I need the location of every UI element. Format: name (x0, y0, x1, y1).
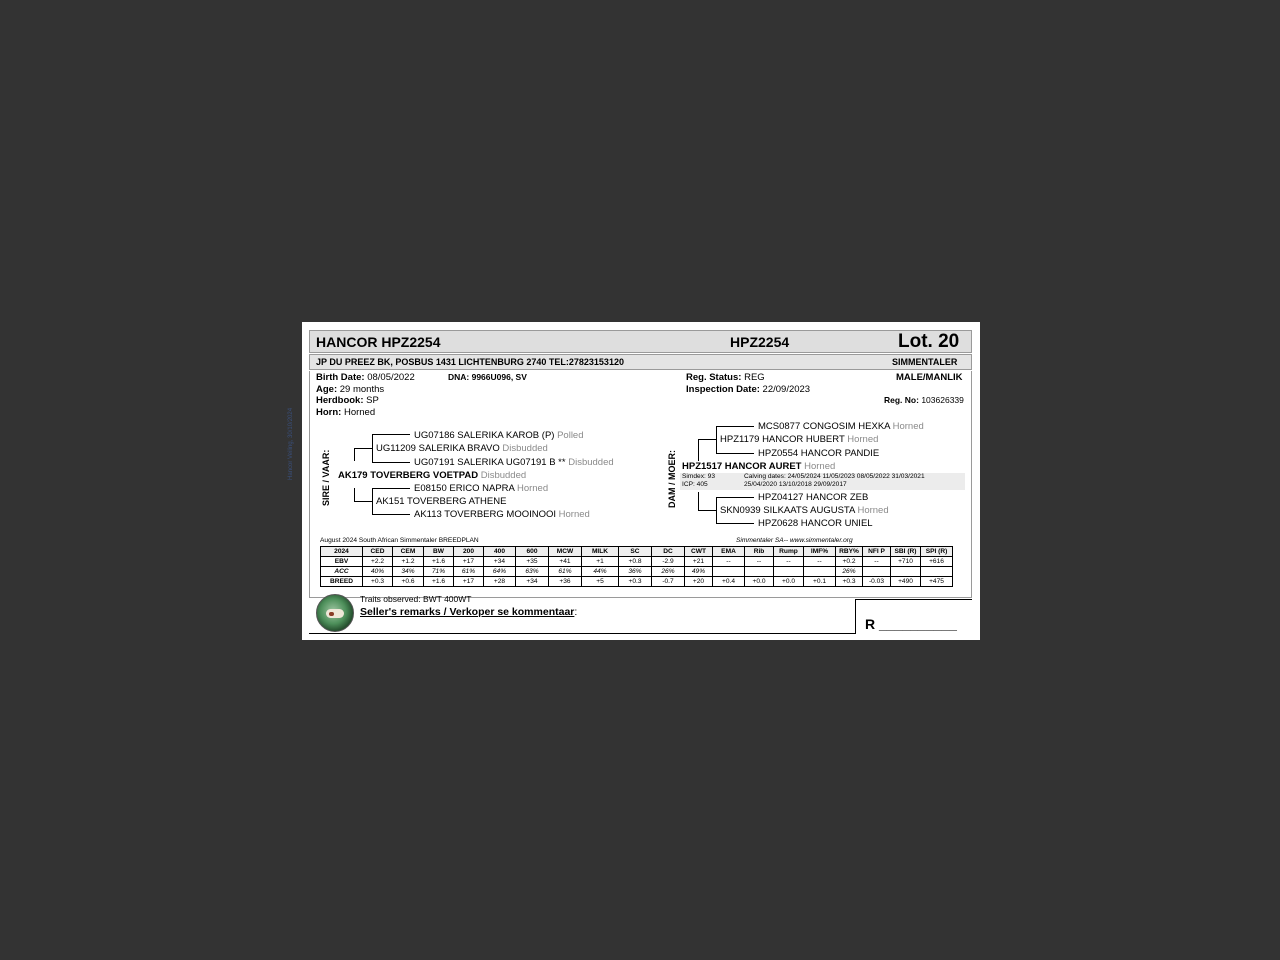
sire-sire-dam: UG07191 SALERIKA UG07191 B ** Disbudded (414, 457, 614, 468)
ebv-cell: 36% (619, 567, 652, 577)
ebv-column-header: 600 (516, 547, 549, 557)
ebv-cell: 63% (516, 567, 549, 577)
ebv-cell (891, 567, 921, 577)
ebv-column-header: SC (619, 547, 652, 557)
ebv-cell: +710 (891, 557, 921, 567)
ebv-cell: 49% (685, 567, 713, 577)
lot-card (302, 322, 980, 640)
ebv-cell: +36 (549, 577, 582, 587)
sire-dam: AK151 TOVERBERG ATHENE (376, 496, 507, 507)
ebv-cell (745, 567, 774, 577)
ebv-cell: +1 (582, 557, 619, 567)
breedplan-website: Simmentaler SA-- www.simmentaler.org (736, 537, 853, 544)
ebv-cell: +5 (582, 577, 619, 587)
owner-line: JP DU PREEZ BK, POSBUS 1431 LICHTENBURG 2740 TEL:27823153120 (316, 357, 624, 367)
ebv-column-header: CWT (685, 547, 713, 557)
ebv-cell: +475 (921, 577, 953, 587)
ebv-cell: -- (863, 557, 891, 567)
birth-date: Birth Date: 08/05/2022 (316, 372, 415, 383)
ebv-cell: +0.2 (836, 557, 863, 567)
ebv-column-header: CEM (393, 547, 424, 557)
dna: DNA: 9966U096, SV (448, 372, 527, 382)
sire-side-label: SIRE / VAAR: (321, 449, 331, 506)
ebv-column-header: BW (424, 547, 454, 557)
ebv-column-header: 2024 (321, 547, 363, 557)
ebv-cell: 34% (393, 567, 424, 577)
ebv-table (320, 546, 953, 587)
dam-dam-sire: HPZ04127 HANCOR ZEB (758, 492, 869, 503)
ebv-column-header: EMA (713, 547, 745, 557)
sellers-remarks-label: Seller's remarks / Verkoper se kommentaar: (360, 606, 578, 618)
ebv-cell: +20 (685, 577, 713, 587)
ebv-column-header: 200 (454, 547, 484, 557)
ebv-header-row (321, 547, 953, 557)
ebv-column-header: MILK (582, 547, 619, 557)
sire-sire: UG11209 SALERIKA BRAVO Disbudded (376, 443, 548, 454)
ebv-cell: EBV (321, 557, 363, 567)
dam-sire: HPZ1179 HANCOR HUBERT Horned (720, 434, 879, 445)
ebv-cell: +490 (891, 577, 921, 587)
sire-sire-sire: UG07186 SALERIKA KAROB (P) Polled (414, 430, 584, 441)
ebv-cell: +41 (549, 557, 582, 567)
ebv-cell: +21 (685, 557, 713, 567)
ebv-cell: +34 (516, 577, 549, 587)
ebv-cell: -- (804, 557, 836, 567)
ebv-cell: 26% (652, 567, 685, 577)
ebv-cell: +0.0 (745, 577, 774, 587)
ebv-cell: +35 (516, 557, 549, 567)
ebv-cell: +1.2 (393, 557, 424, 567)
ebv-column-header: SBI (R) (891, 547, 921, 557)
side-note: Hancor Veiling, 30/10/2024 (288, 407, 294, 480)
ebv-cell (921, 567, 953, 577)
simdex: Simdex: 93 (682, 473, 715, 480)
ebv-cell: +28 (484, 577, 516, 587)
ebv-column-header: SPI (R) (921, 547, 953, 557)
ebv-cell: -- (713, 557, 745, 567)
ebv-cell: -- (745, 557, 774, 567)
breed: SIMMENTALER (892, 357, 958, 367)
sire: AK179 TOVERBERG VOETPAD Disbudded (338, 470, 527, 481)
ebv-column-header: MCW (549, 547, 582, 557)
calving-dates-2: 25/04/2020 13/10/2018 29/09/2017 (744, 481, 847, 488)
dam-sire-sire: MCS0877 CONGOSIM HEXKA Horned (758, 421, 924, 432)
herdbook: Herdbook: SP (316, 395, 379, 406)
price-field[interactable]: R __________ (865, 616, 957, 632)
sex: MALE/MANLIK (896, 372, 963, 383)
ebv-row-ebv (321, 557, 953, 567)
ebv-column-header: IMF% (804, 547, 836, 557)
ebv-cell: +616 (921, 557, 953, 567)
ebv-column-header: NFI P (863, 547, 891, 557)
ebv-cell: +0.3 (619, 577, 652, 587)
inspection-date: Inspection Date: 22/09/2023 (686, 384, 811, 395)
ebv-cell: 61% (454, 567, 484, 577)
icp: ICP: 405 (682, 481, 708, 488)
ebv-cell: -2.9 (652, 557, 685, 567)
lot-number: Lot. 20 (898, 331, 960, 352)
ebv-cell: +2.2 (363, 557, 393, 567)
ebv-cell (863, 567, 891, 577)
dam-dam-dam: HPZ0628 HANCOR UNIEL (758, 518, 873, 529)
ebv-cell: BREED (321, 577, 363, 587)
sire-dam-sire: E08150 ERICO NAPRA Horned (414, 483, 549, 494)
dam-sire-dam: HPZ0554 HANCOR PANDIE (758, 448, 880, 459)
ebv-cell: +0.8 (619, 557, 652, 567)
ebv-cell: +34 (484, 557, 516, 567)
ebv-cell (804, 567, 836, 577)
reg-status: Reg. Status: REG (686, 372, 765, 383)
ebv-cell (713, 567, 745, 577)
ebv-cell: 61% (549, 567, 582, 577)
animal-name: HANCOR HPZ2254 (316, 334, 441, 350)
animal-id: HPZ2254 (730, 334, 790, 350)
dam: HPZ1517 HANCOR AURET Horned (682, 461, 836, 472)
horn: Horn: Horned (316, 407, 376, 418)
ebv-cell: +0.0 (774, 577, 804, 587)
breedplan-source: August 2024 South African Simmentaler BREEDPLAN (320, 537, 479, 544)
ebv-cell: +0.6 (393, 577, 424, 587)
ebv-cell: 64% (484, 567, 516, 577)
ebv-cell: +1.6 (424, 557, 454, 567)
ebv-cell: +0.3 (836, 577, 863, 587)
traits-observed: Traits observed: BWT 400WT (360, 594, 472, 604)
ebv-cell: +0.1 (804, 577, 836, 587)
ebv-cell: +0.4 (713, 577, 745, 587)
ebv-cell: 40% (363, 567, 393, 577)
ebv-cell: 71% (424, 567, 454, 577)
ebv-cell: ACC (321, 567, 363, 577)
ebv-column-header: CED (363, 547, 393, 557)
ebv-cell: -- (774, 557, 804, 567)
reg-no: Reg. No: 103626339 (884, 395, 964, 405)
age: Age: 29 months (316, 384, 385, 395)
ebv-cell (774, 567, 804, 577)
ebv-cell: +1.6 (424, 577, 454, 587)
ebv-column-header: Rump (774, 547, 804, 557)
ebv-row-breed (321, 577, 953, 587)
dam-side-label: DAM / MOER: (667, 450, 677, 508)
breed-logo-icon (316, 594, 354, 632)
ebv-row-acc (321, 567, 953, 577)
ebv-cell: +0.3 (363, 577, 393, 587)
ebv-column-header: RBY% (836, 547, 863, 557)
ebv-column-header: Rib (745, 547, 774, 557)
ebv-cell: 26% (836, 567, 863, 577)
ebv-column-header: 400 (484, 547, 516, 557)
ebv-column-header: DC (652, 547, 685, 557)
ebv-cell: 44% (582, 567, 619, 577)
ebv-cell: +17 (454, 577, 484, 587)
calving-dates-1: Calving dates: 24/05/2024 11/05/2023 08/05/2022 31/03/2021 (744, 473, 925, 480)
sire-dam-dam: AK113 TOVERBERG MOOINOOI Horned (414, 509, 590, 520)
dam-dam: SKN0939 SILKAATS AUGUSTA Horned (720, 505, 889, 516)
ebv-cell: -0.03 (863, 577, 891, 587)
ebv-cell: -0.7 (652, 577, 685, 587)
ebv-cell: +17 (454, 557, 484, 567)
